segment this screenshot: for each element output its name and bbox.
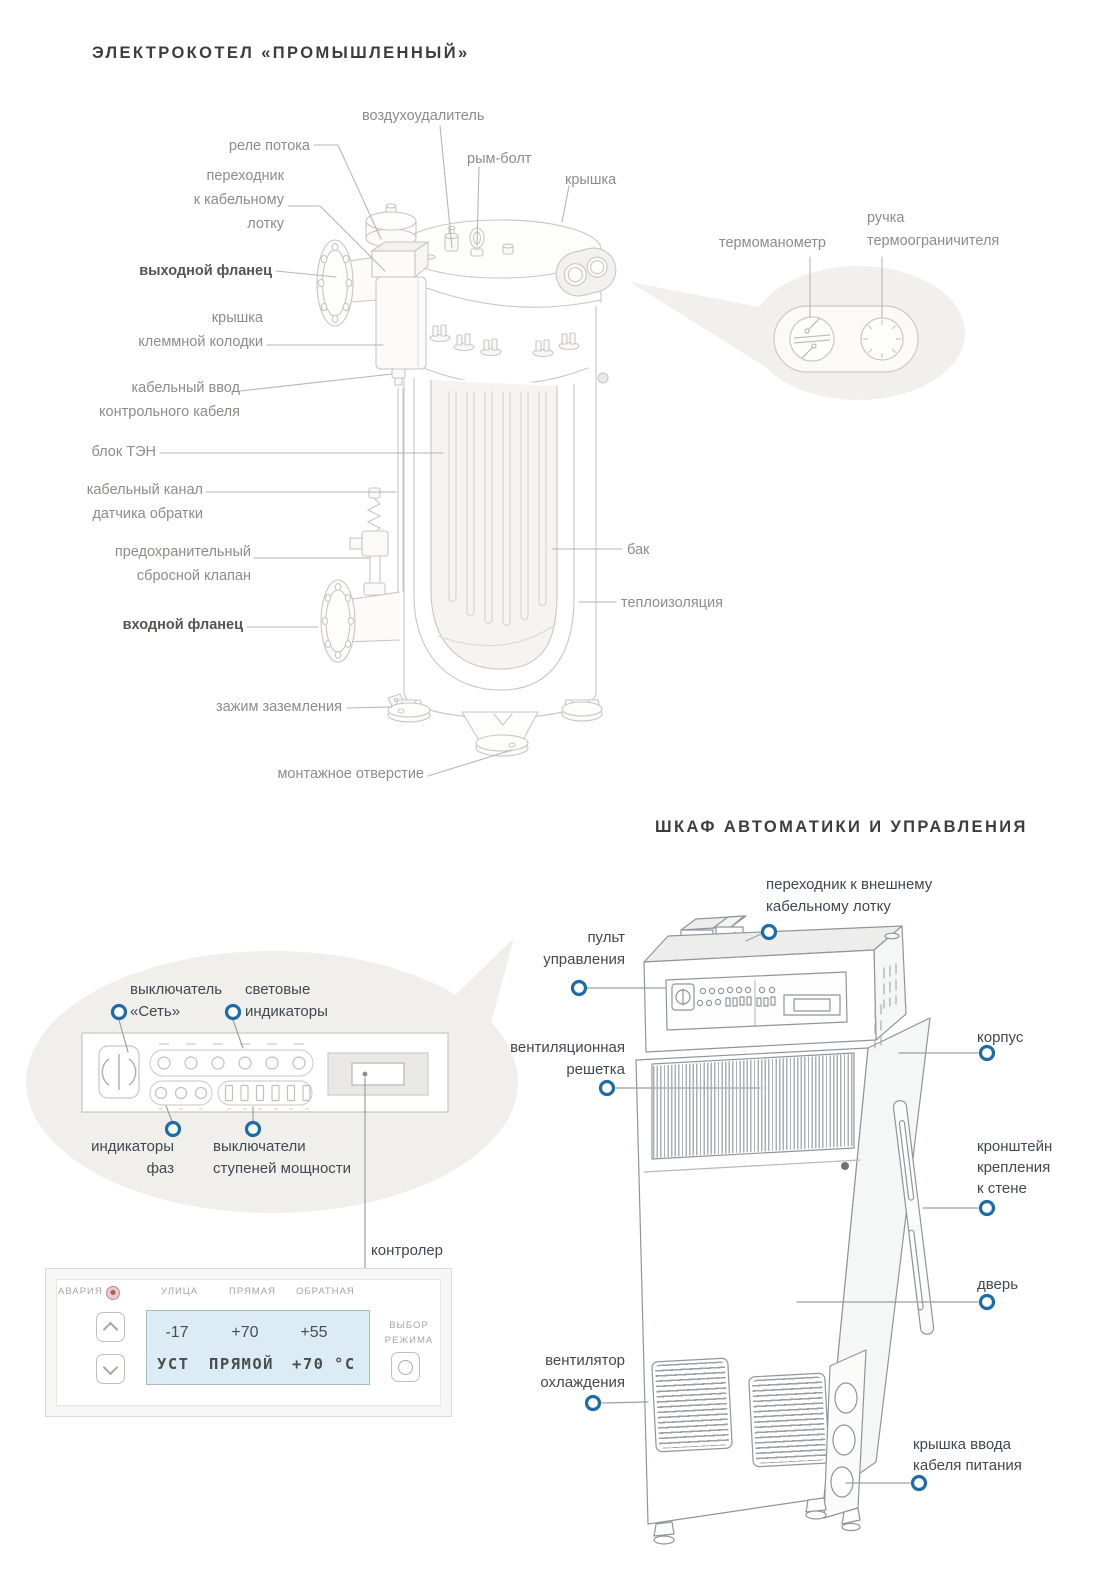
lcd-return-value: +55 (300, 1324, 328, 1341)
alarm-led (106, 1286, 120, 1300)
label-eye-bolt: рым-болт (467, 151, 532, 167)
ring-external-tray-adapter (763, 926, 776, 939)
panel-callout-drawing (82, 1033, 448, 1112)
label-inlet-flange: входной фланец (122, 617, 243, 633)
ring-wall-bracket (981, 1202, 994, 1215)
label-wall-bracket: кронштейн крепления к стене (977, 1138, 1053, 1197)
power-step-switches-group (218, 1081, 312, 1109)
label-heating-block: блок ТЭН (91, 444, 156, 460)
heating-block-bolts (430, 325, 579, 357)
lcd-supply-value: +70 (231, 1324, 259, 1341)
label-phase-indicators: индикаторы фаз (91, 1138, 174, 1177)
ring-cooling-fan (587, 1397, 600, 1410)
lcd-set-value: +70 (292, 1355, 325, 1373)
label-safety-valve: предохранительный сбросной клапан (114, 544, 251, 584)
column-outdoor-label: УЛИЦА (161, 1286, 199, 1297)
label-housing: корпус (977, 1029, 1024, 1046)
safety-relief-valve (350, 488, 388, 595)
label-cable-entry-cover: крышка ввода кабеля питания (913, 1436, 1022, 1474)
label-light-indicators: световые индикаторы (245, 981, 328, 1020)
label-thermal-limiter-handle: ручка термоограничителя (867, 210, 1000, 249)
boiler-section-title: ЭЛЕКТРОКОТЕЛ «ПРОМЫШЛЕННЫЙ» (92, 44, 470, 62)
ring-door (981, 1296, 994, 1309)
controller-display-module (328, 1053, 428, 1095)
label-thermomanometer: термоманометр (719, 235, 827, 251)
ring-phase-indicators (167, 1123, 180, 1136)
label-outlet-flange: выходной фланец (139, 263, 272, 279)
lcd-unit: °C (334, 1355, 356, 1373)
column-return-label: ОБРАТНАЯ (296, 1286, 355, 1297)
inlet-flange (321, 580, 400, 662)
label-controller: контролер (371, 1242, 444, 1259)
cable-tray-adapter-box (372, 242, 428, 277)
label-return-sensor-channel: кабельный канал датчика обратки (86, 482, 203, 522)
ring-power-step-switches (247, 1123, 260, 1136)
label-terminal-block-cover: крышка клеммной колодки (138, 310, 263, 350)
ventilation-grille-stripes (653, 1054, 854, 1158)
cable-entry-panel (824, 1350, 866, 1518)
power-switch-symbol (99, 1046, 139, 1098)
label-air-vent: воздухоудалитель (362, 108, 485, 124)
sensor-cable-channel (398, 388, 403, 594)
label-insulation: теплоизоляция (621, 595, 723, 611)
ring-control-panel (573, 982, 586, 995)
label-power-switch: выключатель «Сеть» (130, 981, 223, 1020)
cooling-fan-vent-left (655, 1361, 729, 1449)
lcd-outdoor-value: -17 (165, 1324, 189, 1341)
cabinet-section-title: ШКАФ АВТОМАТИКИ И УПРАВЛЕНИЯ (655, 818, 1028, 836)
mode-button-circle-icon (398, 1360, 413, 1375)
label-control-cable-gland: кабельный ввод контрольного кабеля (99, 380, 240, 420)
mode-select-label: ВЫБОР РЕЖИМА (384, 1320, 434, 1346)
ring-cable-entry-cover (913, 1477, 926, 1490)
boiler-illustration (317, 204, 620, 756)
label-external-tray-adapter: переходник к внешнему кабельному лотку (766, 876, 933, 915)
lcd-display (146, 1310, 370, 1385)
mounting-hole (509, 743, 515, 747)
mode-select-button (391, 1352, 420, 1382)
label-power-step-switches: выключатели ступеней мощности (213, 1138, 352, 1177)
lcd-mode-value: ПРЯМОЙ (209, 1355, 274, 1373)
label-mounting-hole: монтажное отверстие (277, 766, 424, 782)
control-panel-box (644, 926, 906, 1052)
label-control-panel: пульт управления (543, 929, 625, 968)
up-button (96, 1312, 125, 1342)
alarm-label: АВАРИЯ (58, 1286, 103, 1297)
ring-ventilation-grille (601, 1082, 614, 1095)
lcd-set-label: УСТ (157, 1355, 190, 1373)
chevron-down-icon (103, 1359, 119, 1375)
down-button (96, 1354, 125, 1384)
label-ventilation-grille: вентиляционная решетка (510, 1039, 625, 1078)
terminal-box (376, 277, 426, 369)
label-flow-relay: реле потока (228, 138, 310, 154)
label-cable-tray-adapter: переходник к кабельному лотку (193, 168, 284, 232)
label-ground-clamp: зажим заземления (215, 699, 342, 715)
chevron-up-icon (103, 1321, 119, 1337)
label-lid: крышка (565, 172, 617, 188)
label-cooling-fan: вентилятор охлаждения (540, 1352, 625, 1391)
phase-indicators-group (150, 1081, 212, 1109)
small-cap-fitting (503, 244, 513, 254)
label-tank: бак (627, 542, 650, 558)
thermomanometer-dial (790, 317, 834, 361)
gauges-plate (774, 306, 918, 372)
control-cable-gland (392, 369, 405, 385)
label-door: дверь (977, 1276, 1019, 1293)
thermal-limiter-dial (861, 318, 903, 360)
cooling-fan-vent-right (752, 1376, 826, 1464)
column-supply-label: ПРЯМАЯ (229, 1286, 276, 1297)
ring-light-indicators (227, 1006, 240, 1019)
flow-relay (366, 204, 416, 247)
ring-power-switch (113, 1006, 126, 1019)
